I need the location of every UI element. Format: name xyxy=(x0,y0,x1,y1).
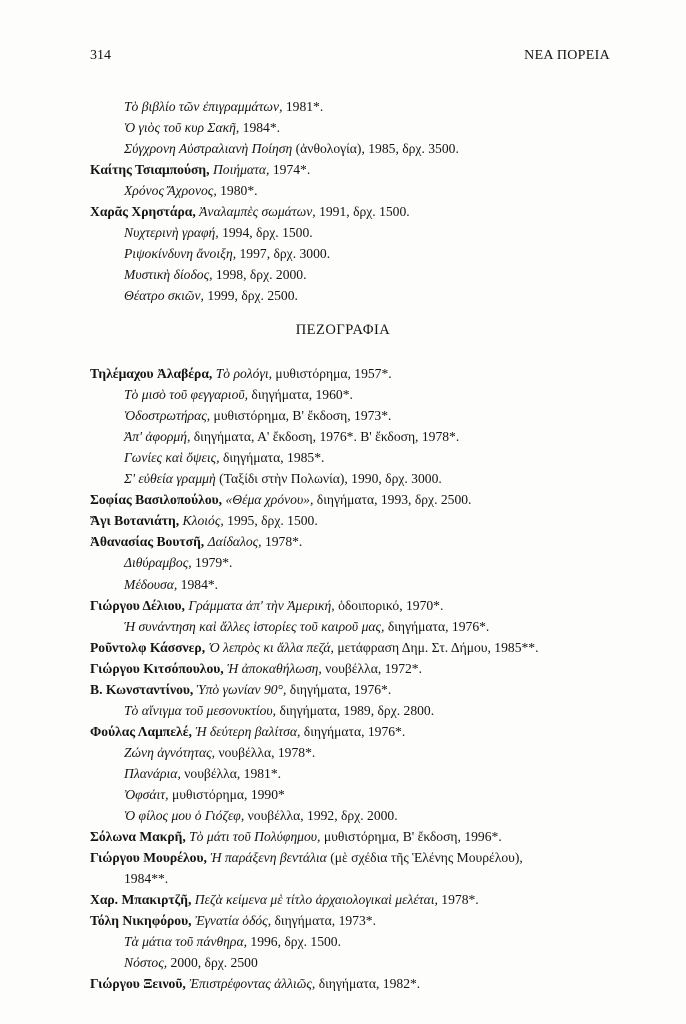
bibliography-entry xyxy=(90,659,632,679)
entry-author: Φούλας Λαμπελέ, xyxy=(90,723,192,739)
entry-title: Πλανάρια, xyxy=(124,765,181,781)
entry-details: (μὲ σχέδια τῆς Ἑλένης Μουρέλου), xyxy=(326,850,523,866)
entry-details: νουβέλλα, 1972*. xyxy=(321,660,422,676)
entry-title: Σ' εὐθεία γραμμὴ xyxy=(124,471,216,487)
bibliography-entry xyxy=(124,806,632,826)
entry-title: Ὑπὸ γωνίαν 90°, xyxy=(196,681,287,697)
bibliography-entry xyxy=(90,638,632,658)
entry-details: διηγήματα, 1960*. xyxy=(248,387,353,403)
bibliography-entry xyxy=(124,427,632,447)
entry-title: «Θέμα χρόνου», xyxy=(225,492,314,508)
bibliography-entry xyxy=(90,532,632,552)
entry-details: (ἀνθολογία), 1985, δρχ. 3500. xyxy=(292,141,459,157)
entry-title: Ἐγνατία ὁδός, xyxy=(194,913,272,929)
entry-details: 1997, δρχ. 3000. xyxy=(236,246,331,262)
entry-author: Σοφίας Βασιλοπούλου, xyxy=(90,492,223,508)
entry-author: Γιώργου Κιτσόπουλου, xyxy=(90,660,224,676)
entry-title: Ἡ δεύτερη βαλίτσα, xyxy=(195,723,301,739)
bibliography-entry xyxy=(90,827,632,847)
entry-details: μυθιστόρημα, Β' ἔκδοση, 1973*. xyxy=(210,408,392,424)
entry-details: 1981*. xyxy=(282,99,324,114)
entry-details: 1996, δρχ. 1500. xyxy=(247,934,341,950)
entry-author: Τηλέμαχου Ἀλαβέρα, xyxy=(90,366,213,381)
entry-title: Ἀπ' ἀφορμή, xyxy=(124,429,191,445)
entry-title: Ὁ γιὸς τοῦ κυρ Σακῆ, xyxy=(124,120,240,136)
entry-details: διηγήματα, 1985*. xyxy=(219,450,325,466)
entry-title: Νυχτερινὴ γραφή, xyxy=(124,225,219,241)
entry-details: ὁδοιπορικό, 1970*. xyxy=(334,597,444,613)
entry-title: Γράμματα ἀπ' τὴν Ἀμερική, xyxy=(188,597,335,613)
entry-details: 1994, δρχ. 1500. xyxy=(218,225,313,241)
entry-title: Ὁ λεπρὸς κι ἄλλα πεζά, xyxy=(208,639,334,655)
entry-title: Κλοιός, xyxy=(182,513,224,529)
entry-details: διηγήματα, 1976*. xyxy=(286,681,392,697)
entry-title: Μέδουσα, xyxy=(124,576,178,592)
bibliography-entry xyxy=(90,202,632,222)
entry-author: Χαρᾶς Χρηστάρα, xyxy=(90,204,196,220)
bibliography-entry xyxy=(90,511,632,531)
entry-details: μετάφραση Δημ. Στ. Δήμου, 1985**. xyxy=(333,639,539,655)
entry-author: Ροῦντολφ Κάσσνερ, xyxy=(90,639,206,655)
entry-author: Ἀθανασίας Βουτσῆ, xyxy=(90,534,205,550)
entry-details: 1984**. xyxy=(124,871,169,887)
entry-author: Γιώργου Ξεινοῦ, xyxy=(90,976,186,992)
bibliography-entry xyxy=(124,932,632,952)
entry-details: διηγήματα, 1982*. xyxy=(315,976,421,992)
entry-title: Μυστικὴ δίοδος, xyxy=(124,267,213,283)
entry-details: 1984*. xyxy=(239,120,281,136)
entry-author: Γιώργου Δέλιου, xyxy=(90,597,185,613)
entry-title: Θέατρο σκιῶν, xyxy=(124,288,204,304)
entry-title: Διθύραμβος, xyxy=(124,555,192,571)
entry-author: Καίτης Τσιαμπούση, xyxy=(90,162,210,178)
entry-details: 1974*. xyxy=(269,162,311,178)
bibliography-entry xyxy=(90,160,632,180)
running-head: ΝΕΑ ΠΟΡΕΙΑ xyxy=(524,48,610,63)
entry-details: 1984*. xyxy=(177,576,219,592)
entry-title: Ὁδοστρωτήρας, xyxy=(124,408,211,424)
bibliography-entry xyxy=(90,722,632,742)
entry-details: νουβέλλα, 1978*. xyxy=(215,744,316,760)
bibliography-entry xyxy=(90,911,632,931)
bibliography-entry xyxy=(124,743,632,763)
entry-title: Ἡ ἀποκαθήλωση, xyxy=(227,660,322,676)
entry-title: Ποιήματα, xyxy=(212,162,270,178)
entry-title: Ἀναλαμπὲς σωμάτων, xyxy=(199,204,316,220)
bibliography-entry xyxy=(90,974,632,994)
entry-title: Τὸ μάτι τοῦ Πολύφημου, xyxy=(189,829,321,845)
entry-author: Β. Κωνσταντίνου, xyxy=(90,681,194,697)
entry-details: διηγήματα, 1989, δρχ. 2800. xyxy=(276,702,435,718)
bibliography-entry xyxy=(90,890,632,910)
entry-title: Τὸ αἴνιγμα τοῦ μεσονυκτίου, xyxy=(124,702,277,718)
entry-title: Ζώνη ἀγνότητας, xyxy=(124,744,216,760)
entry-author: Σόλωνα Μακρῆ, xyxy=(90,829,186,845)
entry-title: Δαίδαλος, xyxy=(207,534,262,550)
bibliography-entry xyxy=(124,953,632,973)
bibliography-entry xyxy=(124,869,632,889)
bibliography-entry xyxy=(124,181,632,201)
bibliography-entry xyxy=(90,490,632,510)
entry-author: Τόλη Νικηφόρου, xyxy=(90,913,192,929)
bibliography-entry xyxy=(90,848,632,868)
entry-title: Τὸ βιβλίο τῶν ἐπιγραμμάτων, xyxy=(124,99,283,114)
bibliography-entry xyxy=(124,265,632,285)
entry-details: 1995, δρχ. 1500. xyxy=(223,513,318,529)
bibliography-entry xyxy=(124,575,632,595)
entry-title: Ἡ παράξενη βεντάλια xyxy=(210,850,327,866)
entry-title: Σύγχρονη Αὐστραλιανὴ Ποίηση xyxy=(124,141,293,157)
entry-details: 1979*. xyxy=(191,555,233,571)
bibliography-entry xyxy=(124,764,632,784)
entry-title: Ὀφσάιτ, xyxy=(124,787,169,802)
bibliography-entry xyxy=(124,617,632,637)
entry-title: Νόστος, xyxy=(124,955,168,971)
entry-title: Γωνίες καὶ ὄψεις, xyxy=(124,450,220,466)
entry-details: 1980*. xyxy=(216,183,258,199)
entry-details: νουβέλλα, 1992, δρχ. 2000. xyxy=(244,808,398,824)
bibliography-entry xyxy=(124,223,632,243)
entry-details: μυθιστόρημα, 1957*. xyxy=(272,366,392,381)
entry-title: Τὰ μάτια τοῦ πάνθηρα, xyxy=(124,934,247,950)
entry-details: διηγήματα, 1993, δρχ. 2500. xyxy=(313,492,472,508)
entry-details: 1991, δρχ. 1500. xyxy=(315,204,410,220)
entry-details: διηγήματα, Α' ἔκδοση, 1976*. Β' ἔκδοση, 1978*. xyxy=(190,429,460,445)
entry-title: Τὸ μισὸ τοῦ φεγγαριοῦ, xyxy=(124,387,249,403)
bibliography-entry xyxy=(124,553,632,573)
bibliography-entry xyxy=(124,469,632,489)
entry-details: μυθιστόρημα, 1990* xyxy=(168,787,285,802)
entry-details: 1998, δρχ. 2000. xyxy=(212,267,307,283)
bibliography-entry xyxy=(124,139,632,159)
entry-details: μυθιστόρημα, Β' ἔκδοση, 1996*. xyxy=(320,829,502,845)
page-header xyxy=(90,48,610,68)
bibliography-entry xyxy=(124,118,632,138)
entry-details: διηγήματα, 1976*. xyxy=(384,618,490,634)
entry-title: Χρόνος Ἄχρονος, xyxy=(124,183,217,199)
entry-details: νουβέλλα, 1981*. xyxy=(180,765,282,781)
entry-title: Ὁ φίλος μου ὁ Γιόζεφ, xyxy=(124,808,245,824)
section-heading: ΠΕΖΟΓΡΑΦΙΑ xyxy=(295,322,391,338)
bibliography-entry xyxy=(124,244,632,264)
bibliography-entry xyxy=(90,596,632,616)
bibliography-entry xyxy=(124,701,632,721)
entry-details: διηγήματα, 1973*. xyxy=(271,913,376,929)
entry-author: Χαρ. Μπακιρτζῆ, xyxy=(90,892,192,908)
bibliography-entry xyxy=(124,785,632,805)
entry-details: (Ταξίδι στὴν Πολωνία), 1990, δρχ. 3000. xyxy=(215,471,442,487)
page-number: 314 xyxy=(90,48,111,63)
bibliography-entry xyxy=(90,680,632,700)
entry-author: Ἄγι Βοτανιάτη, xyxy=(90,513,180,529)
bibliography-entry xyxy=(124,448,632,468)
entry-title: Τὸ ρολόγι, xyxy=(215,366,273,381)
entry-title: Ριψοκίνδυνη ἄνοιξη, xyxy=(124,246,237,262)
bibliography-entry xyxy=(124,286,632,306)
entry-details: 1999, δρχ. 2500. xyxy=(203,288,298,304)
entry-details: διηγήματα, 1976*. xyxy=(300,723,406,739)
entry-details: 1978*. xyxy=(261,534,303,550)
bibliography-entry xyxy=(124,406,632,426)
bibliography-entry xyxy=(90,364,632,384)
entry-title: Ἡ συνάντηση καὶ ἄλλες ἱστορίες τοῦ καιροῦ μας, xyxy=(124,618,385,634)
entry-details: 1978*. xyxy=(437,892,479,908)
entry-title: Πεζὰ κείμενα μὲ τίτλο ἀρχαιολογικαὶ μελέται, xyxy=(194,892,438,908)
entry-author: Γιώργου Μουρέλου, xyxy=(90,850,207,866)
entry-title: Ἐπιστρέφοντας ἀλλιῶς, xyxy=(189,976,316,992)
bibliography-entry xyxy=(124,97,632,117)
entry-details: 2000, δρχ. 2500 xyxy=(167,955,258,971)
bibliography-entry xyxy=(124,385,632,405)
